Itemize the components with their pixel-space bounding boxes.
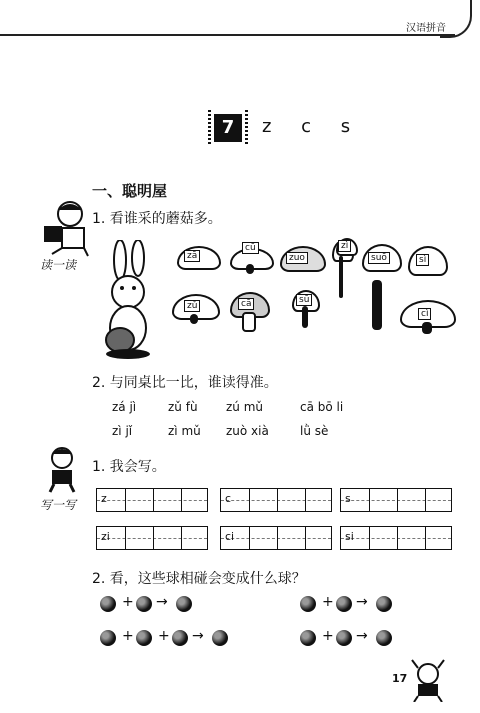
pinyin-word: lǜ sè [300, 424, 329, 438]
cartoon-mascot-icon [408, 658, 448, 702]
mushroom-label: cā [238, 298, 254, 310]
mushroom-label: zǔ [184, 300, 200, 312]
grid-letter: si [345, 530, 354, 543]
grid-letter: ci [225, 530, 235, 543]
mushroom-label: suō [368, 252, 390, 264]
pinyin-word: zì mǔ [168, 424, 201, 438]
mushroom-label: cū [242, 242, 259, 254]
ball[interactable] [212, 630, 228, 646]
section-title: 一、聪明屋 [92, 182, 168, 200]
ball[interactable] [176, 596, 192, 612]
ball [100, 630, 116, 646]
task-balls: 2. 看，这些球相碰会变成什么球？ [92, 571, 306, 587]
header-label: 汉语拼音 [406, 23, 446, 34]
lesson-number: 7 [214, 114, 242, 142]
writing-grid[interactable] [96, 488, 208, 512]
writing-grid[interactable] [340, 526, 452, 550]
pinyin-word: zú mǔ [226, 400, 264, 414]
ball-equation: + → [300, 596, 420, 616]
ball [336, 630, 352, 646]
ball-equation: + → [100, 596, 220, 616]
grid-letter: z [101, 492, 107, 505]
ball [300, 630, 316, 646]
pinyin-word: zuò xià [226, 424, 269, 438]
header-rule [0, 34, 455, 36]
pinyin-word: zì jǐ [112, 424, 133, 438]
mushroom-label: cì [418, 308, 431, 320]
task-pick-mushrooms: 1. 看谁采的蘑菇多。 [92, 211, 222, 227]
mushroom-row-bottom [172, 290, 472, 350]
mushroom-label: zā [184, 250, 200, 262]
writing-boy-illustration [42, 446, 84, 494]
task-read-compare: 2. 与同桌比一比，谁读得准。 [92, 375, 278, 391]
grid-letter: zi [101, 530, 110, 543]
ball-equation: + + → [100, 630, 260, 650]
mushroom-label: zuo [286, 252, 308, 264]
rabbit-illustration [90, 240, 160, 360]
reading-boy-illustration [40, 198, 90, 258]
page-number: 17 [392, 672, 408, 685]
pinyin-word: zá jì [112, 400, 137, 414]
pinyin-word: cā bō li [300, 400, 344, 414]
ball [100, 596, 116, 612]
write-badge: 写一写 [40, 498, 77, 512]
task-write: 1. 我会写。 [92, 459, 166, 475]
pinyin-word: zǔ fù [168, 400, 198, 414]
writing-grid[interactable] [340, 488, 452, 512]
ball [172, 630, 188, 646]
ball [300, 596, 316, 612]
grid-letter: s [345, 492, 351, 505]
lesson-letters: z c s [262, 116, 363, 137]
ball[interactable] [376, 630, 392, 646]
writing-grid[interactable] [96, 526, 208, 550]
grid-letter: c [225, 492, 232, 505]
mushroom-label: sū [296, 294, 312, 306]
mushroom-label: sì [416, 254, 429, 266]
writing-grid[interactable] [220, 488, 332, 512]
ball[interactable] [376, 596, 392, 612]
writing-grid[interactable] [220, 526, 332, 550]
ball-equation: + → [300, 630, 420, 650]
ball [136, 596, 152, 612]
ball [336, 596, 352, 612]
ball [136, 630, 152, 646]
mushroom-label: zì [338, 240, 351, 252]
read-badge: 读一读 [40, 258, 77, 272]
